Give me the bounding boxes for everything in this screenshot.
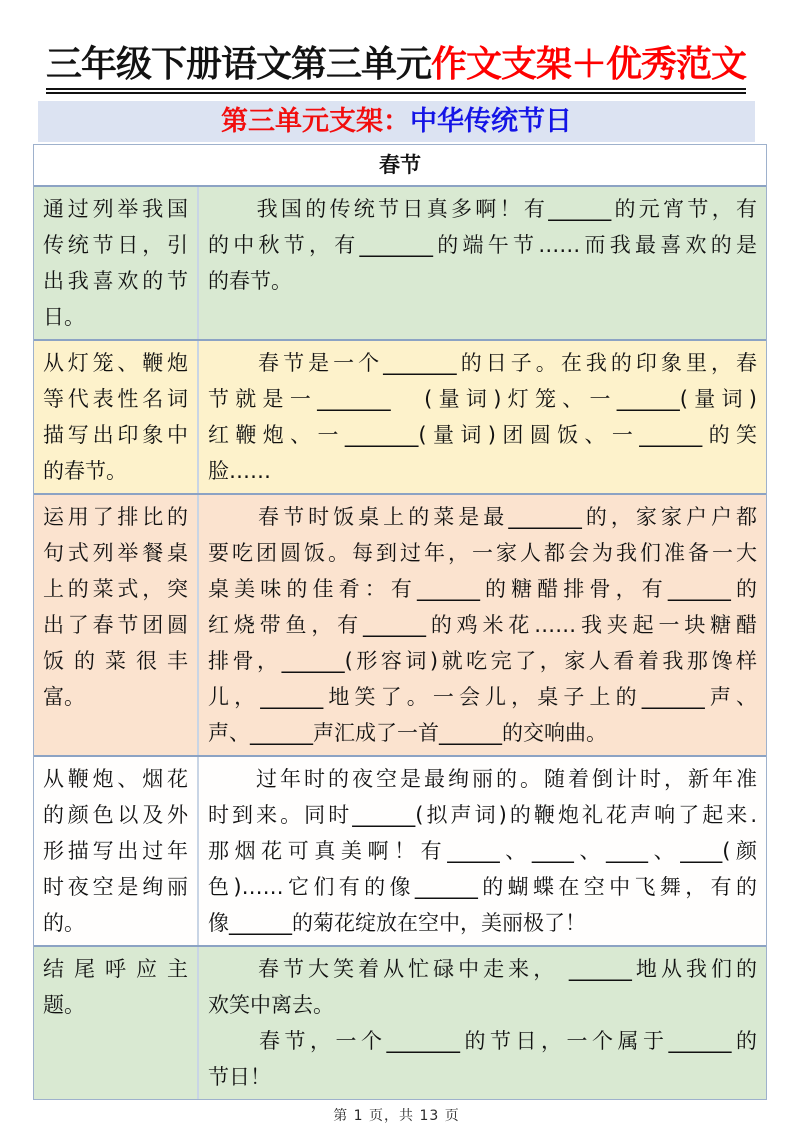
text-line: 传统节日，引 — [43, 233, 188, 257]
text-line: 红烧带鱼，有______的鸡米花……我夹起一块糖醋 — [208, 613, 757, 637]
table-row — [34, 493, 766, 755]
content-cell — [199, 495, 766, 755]
text-line: 运用了排比的 — [43, 505, 188, 529]
text-line: 出我喜欢的节 — [43, 269, 188, 293]
text-line: 通过列举我国 — [43, 197, 188, 221]
text-line: 排骨，______(形容词)就吃完了，家人看着我那馋样 — [208, 649, 757, 673]
table-row — [34, 339, 766, 493]
text-line: 等代表性名词 — [43, 387, 188, 411]
text-line: 句式列举餐桌 — [43, 541, 188, 565]
text-line: 的颜色以及外 — [43, 803, 188, 827]
text-line: 描写出印象中 — [43, 423, 188, 447]
text-line: 题。 — [43, 993, 85, 1017]
text-line: 时夜空是绚丽 — [43, 875, 188, 899]
text-line: 的春节。 — [208, 269, 292, 293]
text-line: 春节，一个_______的节日，一个属于______的 — [208, 1029, 757, 1053]
title-black-part: 三年级下册语文第三单元 — [46, 44, 432, 85]
strategy-cell — [34, 947, 199, 1099]
banner-suffix: 中华传统节日 — [410, 106, 572, 137]
strategy-cell — [34, 341, 199, 493]
text-line: 的。 — [43, 911, 85, 935]
text-line: 节就是一_______ (量词)灯笼、一______(量词) — [208, 387, 757, 411]
text-line: 从灯笼、鞭炮 — [43, 351, 188, 375]
banner-prefix: 第三单元支架： — [221, 106, 410, 137]
text-line: 节日！ — [208, 1065, 271, 1089]
text-line: 我国的传统节日真多啊！有______的元宵节，有 — [208, 197, 757, 221]
text-line: 出了春节团圆 — [43, 613, 188, 637]
text-line: 春节是一个_______的日子。在我的印象里，春 — [208, 351, 757, 375]
text-line: 从鞭炮、烟花 — [43, 767, 188, 791]
table-row — [34, 755, 766, 945]
text-line: 富。 — [43, 685, 85, 709]
content-cell — [199, 947, 766, 1099]
content-cell — [199, 341, 766, 493]
text-line: 红鞭炮、一_______(量词)团圆饭、一______的笑 — [208, 423, 757, 447]
text-line: 像______的菊花绽放在空中，美丽极了！ — [208, 911, 586, 935]
scaffold-table — [33, 144, 767, 1100]
content-cell — [199, 187, 766, 339]
text-line: 的中秋节，有_______的端午节……而我最喜欢的是 — [208, 233, 757, 257]
strategy-cell — [34, 757, 199, 945]
strategy-cell — [34, 187, 199, 339]
text-line: 色)……它们有的像______的蝴蝶在空中飞舞，有的 — [208, 875, 757, 899]
text-line: 脸…… — [208, 459, 271, 483]
text-line: 儿，______地笑了。一会儿，桌子上的______声、 — [208, 685, 757, 709]
text-line: 形描写出过年 — [43, 839, 188, 863]
unit-banner — [38, 101, 755, 142]
text-line: 春节大笑着从忙碌中走来， ______地从我们的 — [208, 957, 757, 981]
text-line: 欢笑中离去。 — [208, 993, 334, 1017]
text-line: 那烟花可真美啊！有_____、____、____、____(颜 — [208, 839, 757, 863]
content-cell — [199, 757, 766, 945]
page-number: 第 1 页，共 13 页 — [333, 1108, 460, 1124]
text-line: 上的菜式，突 — [43, 577, 188, 601]
text-line: 要吃团圆饭。每到过年，一家人都会为我们准备一大 — [208, 541, 757, 565]
page-title — [46, 42, 746, 94]
title-red-part: 作文支架＋优秀范文 — [431, 44, 747, 85]
text-line: 春节时饭桌上的菜是最_______的，家家户户都 — [208, 505, 757, 529]
text-line: 结尾呼应主 — [43, 957, 188, 981]
text-line: 桌美味的佳肴：有______的糖醋排骨，有______的 — [208, 577, 757, 601]
text-line: 声、______声汇成了一首______的交响曲。 — [208, 721, 607, 745]
text-line: 时到来。同时______(拟声词)的鞭炮礼花声响了起来. — [208, 803, 757, 827]
text-line: 的春节。 — [43, 459, 127, 483]
table-body — [34, 185, 766, 1099]
text-line: 日。 — [43, 305, 85, 329]
strategy-cell — [34, 495, 199, 755]
table-header-spring-festival: 春节 — [34, 145, 766, 185]
table-row — [34, 185, 766, 339]
text-line: 过年时的夜空是最绚丽的。随着倒计时，新年准 — [208, 767, 757, 791]
text-line: 饭的菜很丰 — [43, 649, 188, 673]
table-row — [34, 945, 766, 1099]
